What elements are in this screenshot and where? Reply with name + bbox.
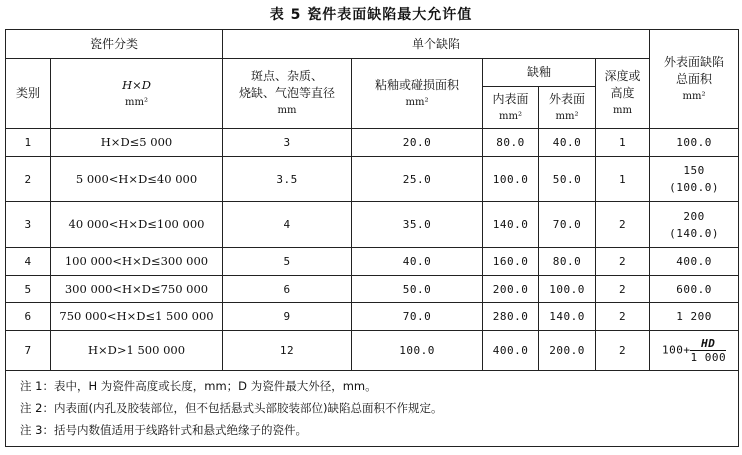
cell-class: 5: [6, 276, 51, 303]
table-row: [6, 331, 739, 371]
cell-glaze: 50.0: [352, 276, 483, 303]
defect-table-container: [5, 29, 738, 447]
cell-spot: 6: [223, 276, 352, 303]
cell-class: 2: [6, 157, 51, 202]
cell-inner: 400.0: [483, 331, 539, 371]
cell-inner: 160.0: [483, 248, 539, 276]
header-total-line2: 总面积: [676, 71, 713, 86]
formula-denominator: 1 000: [690, 351, 727, 364]
cell-depth: 2: [596, 248, 650, 276]
cell-hd: 300 000<H×D≤750 000: [51, 276, 223, 303]
header-depth-unit: mm: [613, 105, 633, 116]
cell-depth: 2: [596, 331, 650, 371]
cell-total-paren: (100.0): [669, 181, 719, 194]
cell-total-paren: (140.0): [669, 226, 719, 240]
header-outer: [539, 87, 596, 129]
cell-total: 1 200: [650, 303, 739, 331]
cell-outer: 50.0: [539, 157, 596, 202]
formula-prefix: 100+: [661, 343, 691, 357]
cell-inner: 100.0: [483, 157, 539, 202]
cell-outer: 40.0: [539, 129, 596, 157]
cell-glaze: 20.0: [352, 129, 483, 157]
notes-row: [6, 371, 739, 447]
defect-table: [5, 29, 739, 447]
note-3: 注 3：括号内数值适用于线路针式和悬式绝缘子的瓷件。: [20, 423, 307, 437]
cell-class: 1: [6, 129, 51, 157]
cell-class: 4: [6, 248, 51, 276]
cell-outer: 100.0: [539, 276, 596, 303]
header-total-area: [650, 30, 739, 129]
cell-outer: 200.0: [539, 331, 596, 371]
cell-depth: 1: [596, 157, 650, 202]
header-outer-label: 外表面: [549, 91, 586, 106]
cell-inner: 140.0: [483, 202, 539, 248]
header-inner: [483, 87, 539, 129]
cell-class: 3: [6, 202, 51, 248]
formula-numerator: HD: [690, 337, 726, 351]
cell-hd: 40 000<H×D≤100 000: [51, 202, 223, 248]
header-spots-unit: mm: [277, 105, 297, 116]
header-inner-label: 内表面: [492, 91, 529, 106]
header-hd: [51, 59, 223, 129]
table-title: 表 5 瓷件表面缺陷最大允许值: [269, 7, 473, 23]
cell-glaze: 100.0: [352, 331, 483, 371]
table-row: [6, 129, 739, 157]
cell-total: 600.0: [650, 276, 739, 303]
header-spots-line2: 烧缺、气泡等直径: [239, 86, 336, 100]
table-row: [6, 202, 739, 248]
cell-outer: 80.0: [539, 248, 596, 276]
header-total-line1: 外表面缺陷: [664, 54, 725, 69]
header-hd-label: H×D: [122, 77, 151, 92]
cell-depth: 2: [596, 303, 650, 331]
cell-inner: 200.0: [483, 276, 539, 303]
cell-glaze: 40.0: [352, 248, 483, 276]
table-row: [6, 303, 739, 331]
cell-outer: 140.0: [539, 303, 596, 331]
header-category-group: 瓷件分类: [6, 30, 223, 59]
note-1: 注 1：表中，H 为瓷件高度或长度，mm；D 为瓷件最大外径，mm。: [20, 379, 377, 393]
header-glaze-area-label: 粘釉或碰损面积: [375, 77, 460, 92]
cell-total: [650, 157, 739, 202]
cell-inner: 80.0: [483, 129, 539, 157]
table-row: [6, 276, 739, 303]
cell-glaze: 25.0: [352, 157, 483, 202]
cell-outer: 70.0: [539, 202, 596, 248]
cell-depth: 2: [596, 276, 650, 303]
cell-total-formula: [650, 331, 739, 371]
notes-cell: [6, 371, 739, 447]
header-total-unit: mm²: [682, 90, 706, 102]
cell-total-main: 150: [683, 164, 705, 177]
header-missing-glaze: 缺釉: [483, 59, 596, 87]
header-glaze-area-unit: mm²: [405, 96, 429, 108]
cell-hd: 5 000<H×D≤40 000: [51, 157, 223, 202]
cell-depth: 2: [596, 202, 650, 248]
cell-total: [650, 202, 739, 248]
header-depth-line1: 深度或: [604, 69, 641, 83]
header-glaze-area: [352, 59, 483, 129]
header-class: 类别: [6, 59, 51, 129]
cell-spot: 12: [223, 331, 352, 371]
cell-class: 6: [6, 303, 51, 331]
header-depth: [596, 59, 650, 129]
header-spots-line1: 斑点、杂质、: [251, 69, 324, 83]
table-row: [6, 157, 739, 202]
cell-class: 7: [6, 331, 51, 371]
cell-total-main: 200: [683, 209, 705, 223]
cell-hd: 100 000<H×D≤300 000: [51, 248, 223, 276]
cell-spot: 9: [223, 303, 352, 331]
cell-spot: 3.5: [223, 157, 352, 202]
formula-fraction: [690, 337, 726, 364]
cell-hd: H×D≤5 000: [51, 129, 223, 157]
cell-total: 400.0: [650, 248, 739, 276]
header-depth-line2: 高度: [610, 86, 635, 100]
header-row-2: [6, 59, 739, 87]
table-row: [6, 248, 739, 276]
cell-glaze: 70.0: [352, 303, 483, 331]
cell-spot: 4: [223, 202, 352, 248]
cell-hd: H×D>1 500 000: [51, 331, 223, 371]
cell-glaze: 35.0: [352, 202, 483, 248]
cell-inner: 280.0: [483, 303, 539, 331]
cell-depth: 1: [596, 129, 650, 157]
header-row-1: [6, 30, 739, 59]
header-spots: [223, 59, 352, 129]
header-single-defect-group: 单个缺陷: [223, 30, 650, 59]
header-outer-unit: mm²: [555, 110, 579, 122]
header-inner-unit: mm²: [499, 110, 522, 122]
cell-total: 100.0: [650, 129, 739, 157]
cell-spot: 3: [223, 129, 352, 157]
header-hd-unit: mm²: [125, 96, 148, 108]
note-2: 注 2：内表面(内孔及胶装部位，但不包括悬式头部胶装部位)缺陷总面积不作规定。: [20, 401, 443, 415]
cell-spot: 5: [223, 248, 352, 276]
cell-hd: 750 000<H×D≤1 500 000: [51, 303, 223, 331]
